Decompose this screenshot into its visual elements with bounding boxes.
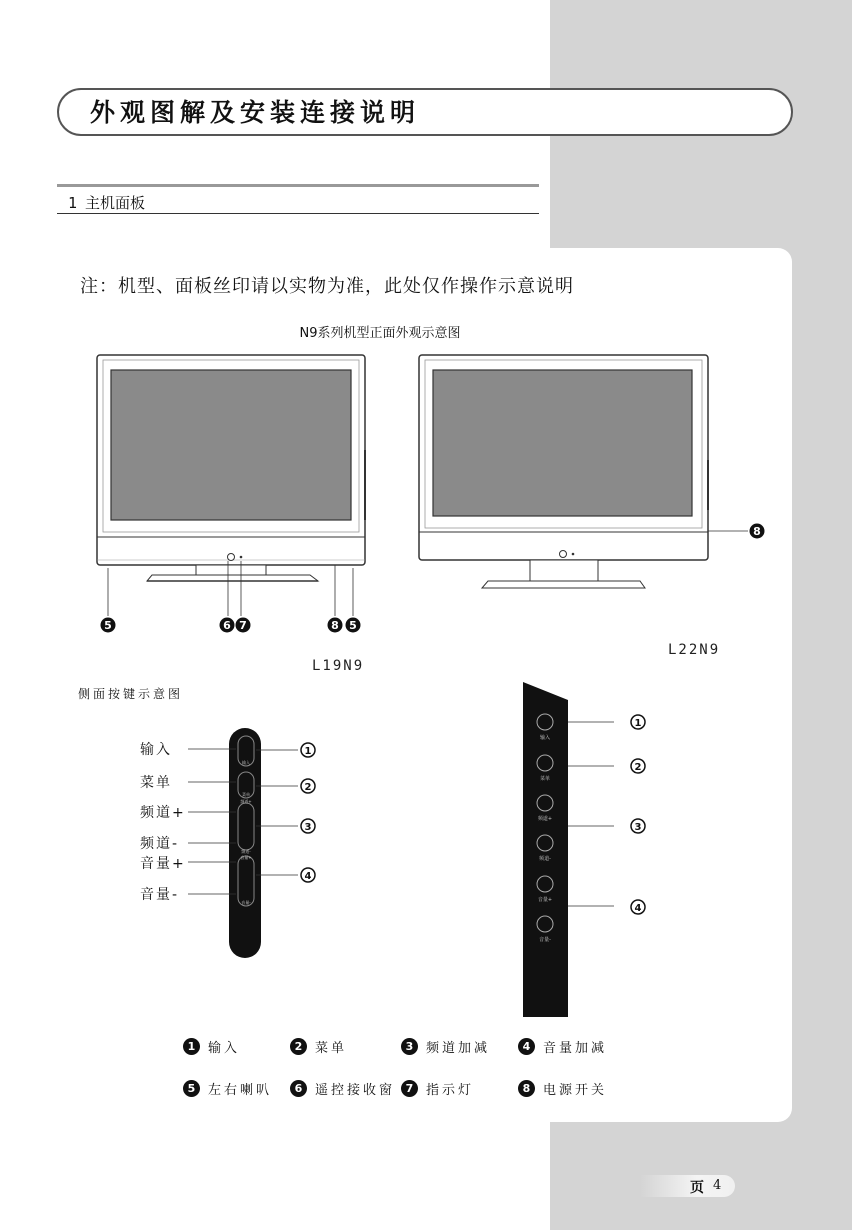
side-right-callout-4 [631,900,645,914]
svg-text:6: 6 [223,619,231,632]
side-label-volume-up: 音量+ [140,856,186,872]
svg-text:频道+: 频道+ [240,799,252,804]
svg-text:频道+: 频道+ [537,816,553,822]
side-right-callout-2 [631,759,645,773]
legend-item-7 [401,1079,474,1098]
svg-text:音量-: 音量- [241,900,251,905]
l19n9-ir-window [228,554,235,561]
svg-text:音量+: 音量+ [240,855,252,860]
side-right-callout-3 [631,819,645,833]
svg-text:1: 1 [634,718,642,729]
side-left-callout-2 [301,779,315,793]
svg-text:输入: 输入 [539,735,551,741]
model-label-l19n9: L19N9 [312,658,365,674]
figure-caption: N9系列机型正面外观示意图 [299,326,461,341]
callout-6 [220,618,235,633]
side-left-callout-3 [301,819,315,833]
side-label-channel-up: 频道+ [140,805,186,821]
svg-text:5: 5 [349,619,357,632]
callout-8-l22 [750,524,765,539]
legend-label: 音量加减 [543,1041,608,1056]
callout-7 [236,618,251,633]
svg-text:5: 5 [104,619,112,632]
legend-badge: 1 [183,1038,200,1055]
side-buttons-title: 侧面按键示意图 [78,687,184,701]
svg-text:频道-: 频道- [241,849,251,854]
side-label-menu: 菜单 [140,775,172,791]
legend-label: 输入 [208,1041,241,1056]
legend-label: 指示灯 [426,1083,475,1098]
l22n9-screen [433,370,692,516]
svg-text:4: 4 [304,871,312,882]
legend-badge: 6 [290,1080,307,1097]
side-label-channel-down: 频道- [140,836,180,852]
svg-text:1: 1 [304,746,312,757]
legend-label: 左右喇叭 [208,1083,273,1098]
legend-badge: 8 [518,1080,535,1097]
page-title: 外观图解及安装连接说明 [90,98,421,127]
legend-badge: 2 [290,1038,307,1055]
legend-item-8 [518,1079,607,1098]
legend-label: 菜单 [315,1041,348,1056]
l22n9-led [572,553,575,556]
side-label-volume-down: 音量- [140,887,180,903]
callout-8-l19 [328,618,343,633]
legend-item-4 [518,1037,607,1056]
callout-5-left [101,618,116,633]
svg-text:输入: 输入 [242,760,250,765]
l19n9-screen [111,370,351,520]
legend-item-2 [290,1037,347,1056]
svg-text:3: 3 [304,822,312,833]
legend-badge: 3 [401,1038,418,1055]
svg-text:4: 4 [634,903,642,914]
svg-text:8: 8 [331,619,339,632]
l19n9-front-view [97,355,365,633]
svg-text:3: 3 [634,822,642,833]
legend-label: 频道加减 [426,1041,491,1056]
legend-item-1 [183,1037,240,1056]
svg-text:菜单: 菜单 [242,792,250,797]
legend-item-5 [183,1079,272,1098]
svg-text:音量+: 音量+ [537,897,553,903]
section-number: 1 [68,194,78,212]
callout-5-right [346,618,361,633]
side-panel-left [188,728,315,958]
section-label: 主机面板 [85,194,146,212]
svg-text:8: 8 [753,525,761,538]
legend-badge: 5 [183,1080,200,1097]
note-text: 注：机型、面板丝印请以实物为准，此处仅作操作示意说明 [80,276,574,297]
svg-text:2: 2 [634,762,642,773]
side-panel-right [523,682,645,1017]
page-word: 页 [690,1180,704,1196]
side-left-callout-4 [301,868,315,882]
svg-text:2: 2 [304,782,312,793]
side-left-callout-1 [301,743,315,757]
svg-text:菜单: 菜单 [539,776,551,782]
svg-text:频道-: 频道- [539,856,551,862]
svg-text:7: 7 [239,619,247,632]
model-label-l22n9: L22N9 [668,642,721,658]
legend-item-6 [290,1079,395,1098]
legend-badge: 4 [518,1038,535,1055]
side-label-input: 输入 [140,742,172,758]
l22n9-ir-window [560,551,567,558]
legend-item-3 [401,1037,490,1056]
l22n9-front-view [419,355,765,588]
legend-badge: 7 [401,1080,418,1097]
page-number: 4 [713,1178,722,1193]
svg-text:音量-: 音量- [539,937,551,943]
side-right-callout-1 [631,715,645,729]
l19n9-led [240,556,243,559]
legend-label: 电源开关 [543,1083,608,1098]
legend-label: 遥控接收窗 [315,1083,396,1098]
